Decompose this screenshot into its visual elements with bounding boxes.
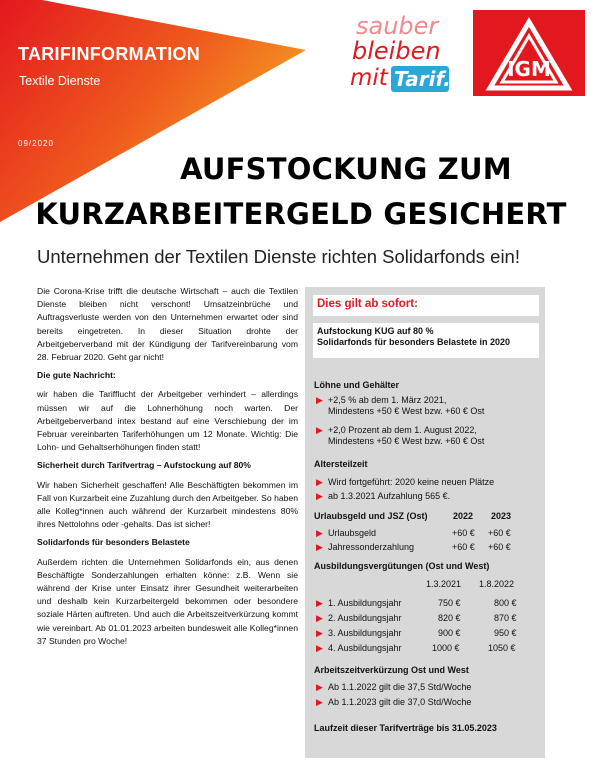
logo-word-mit: mit	[350, 65, 388, 91]
arrow-icon: ▶	[316, 425, 323, 435]
wages-title: Löhne und Gehälter	[314, 380, 400, 390]
bonus-row-2-2023: +60 €	[488, 542, 511, 552]
arrow-icon: ▶	[316, 395, 323, 405]
bonus-row-1-2022: +60 €	[452, 528, 475, 538]
header-banner	[0, 0, 310, 225]
training-row-1-a: 750 €	[438, 598, 461, 608]
article-heading-solidarity: Solidarfonds für besonders Belastete	[37, 537, 190, 548]
training-row-2-a: 820 €	[438, 613, 461, 623]
headline-line-2: KURZARBEITERGELD GESICHERT	[35, 197, 567, 231]
logo-word-sauber: sauber	[356, 12, 439, 40]
contract-term: Laufzeit dieser Tarifverträge bis 31.05.2023	[314, 723, 497, 733]
banner-title: TARIFINFORMATION	[18, 44, 201, 64]
training-row-4: ▶ 4. Ausbildungsjahr	[316, 643, 402, 653]
wage-item-2-line1: +2,0 Prozent ab dem 1. August 2022,	[328, 425, 477, 435]
bonus-row-2: ▶ Jahressonderzahlung	[316, 542, 415, 552]
article-intro: Die Corona-Krise trifft die deutsche Wirtschaft – auch die Textilen Dienste bleiben nicht verschont! Umsatzeinbrüche und Auftragsverluste werden von den Unternehmen erwartet oder sind bereits eingetreten. In dieser Situation drohte der Arbeitgeberverband mit der Kündigung der Tarifvereinbarung vom 28. Februar 2020. Geht gar nicht!	[37, 286, 298, 363]
logo-word-tarif: Tarif.	[394, 67, 451, 91]
arrow-icon: ▶	[316, 682, 323, 692]
banner-subtitle: Textile Dienste	[19, 74, 101, 88]
pension-item-2: ▶ ab 1.3.2021 Aufzahlung 565 €.	[316, 491, 451, 501]
training-date-1: 1.3.2021	[426, 579, 462, 589]
headline-line-1: AUFSTOCKUNG ZUM	[180, 152, 512, 186]
issue-number: 09/2020	[18, 139, 54, 148]
wage-item-2	[316, 425, 484, 447]
wage-item-1-line2: Mindestens +50 € West bzw. +60 € Ost	[328, 406, 485, 416]
bonus-title: Urlaubsgeld und JSZ (Ost)	[314, 511, 428, 521]
igm-logo	[473, 10, 585, 96]
sauber-bleiben-logo	[344, 8, 460, 96]
summary-box-header: Dies gilt ab sofort:	[313, 295, 539, 316]
arrow-icon: ▶	[316, 643, 323, 653]
training-row-1: ▶ 1. Ausbildungsjahr	[316, 598, 402, 608]
banner-triangle	[0, 0, 310, 225]
pension-title: Altersteilzeit	[314, 459, 368, 469]
wage-item-1-line1: +2,5 % ab dem 1. März 2021,	[328, 395, 447, 405]
summary-lead-1: Aufstockung KUG auf 80 %	[317, 326, 434, 336]
article-paragraph-1: wir haben die Tarifflucht der Arbeitgeber verhindert – allerdings müssen wir auf die Lohnerhöhung noch warten. Der Arbeitgeberverband intex bestand auf eine Verschiebung der im Februar vereinbarten Tariferhöhungen um 12 Monate. Wichtig: Die Lohn- und Gehaltserhöhungen finden statt!	[37, 389, 298, 453]
arrow-icon: ▶	[316, 491, 323, 501]
bonus-row-2-2022: +60 €	[452, 542, 475, 552]
arrow-icon: ▶	[316, 613, 323, 623]
training-row-3-b: 950 €	[494, 628, 517, 638]
bonus-year-2022: 2022	[453, 511, 474, 521]
training-row-4-b: 1050 €	[488, 643, 516, 653]
article-heading-security: Sicherheit durch Tarifvertrag – Aufstockung auf 80%	[37, 460, 251, 471]
arrow-icon: ▶	[316, 697, 323, 707]
subheadline: Unternehmen der Textilen Dienste richten Solidarfonds ein!	[37, 246, 520, 267]
summary-lead	[313, 323, 539, 358]
bonus-row-1: ▶ Urlaubsgeld	[316, 528, 377, 538]
pension-item-1: ▶ Wird fortgeführt: 2020 keine neuen Plätze	[316, 477, 495, 487]
training-row-3: ▶ 3. Ausbildungsjahr	[316, 628, 402, 638]
wage-item-1	[316, 395, 484, 417]
training-row-4-a: 1000 €	[432, 643, 460, 653]
article-heading-good-news: Die gute Nachricht:	[37, 370, 116, 381]
hours-item-1: ▶ Ab 1.1.2022 gilt die 37,5 Std/Woche	[316, 682, 472, 692]
igm-letters: IGM	[507, 57, 551, 81]
training-title: Ausbildungsvergütungen (Ost und West)	[314, 561, 490, 571]
arrow-icon: ▶	[316, 528, 323, 538]
training-row-1-b: 800 €	[494, 598, 517, 608]
bonus-row-1-2023: +60 €	[488, 528, 511, 538]
article-column	[37, 285, 298, 651]
summary-lead-2: Solidarfonds für besonders Belastete in 2020	[317, 337, 511, 347]
hours-title: Arbeitszeitverkürzung Ost und West	[314, 665, 469, 675]
training-row-2: ▶ 2. Ausbildungsjahr	[316, 613, 402, 623]
logo-word-bleiben: bleiben	[352, 37, 441, 65]
article-paragraph-3: Außerdem richten die Unternehmen Solidarfonds ein, aus denen Beschäftigte Sonderzahlungen erhalten könne: z.B. Wenn sie während der Krise unter Einsatz ihrer Gesundheit weiterarbeiten und deshalb kein Kurzarbeitergeld bekommen oder besondere soziale Härten auftreten. Und auch die Arbeitszeitverkürzung kommt wie vereinbart. Ab 01.01.2023 arbeiten bundesweit alle Kolleg*innen 37 Stunden pro Woche!	[37, 556, 298, 646]
arrow-icon: ▶	[316, 542, 323, 552]
bonus-year-2023: 2023	[491, 511, 512, 521]
hours-item-2: ▶ Ab 1.1.2023 gilt die 37,0 Std/Woche	[316, 697, 472, 707]
article-paragraph-2: Wir haben Sicherheit geschaffen! Alle Beschäftigten bekommen im Fall von Kurzarbeit eine Zuzahlung durch den Arbeitgeber. So haben alle Kolleg*innen auch während der Kurzarbeit mindestens 80% ihres Nettolohns oder -gehalts. Das ist sicher!	[37, 479, 298, 530]
training-row-2-b: 870 €	[494, 613, 517, 623]
wage-item-2-line2: Mindestens +50 € West bzw. +60 € Ost	[328, 436, 485, 446]
arrow-icon: ▶	[316, 598, 323, 608]
arrow-icon: ▶	[316, 477, 323, 487]
arrow-icon: ▶	[316, 628, 323, 638]
training-row-3-a: 900 €	[438, 628, 461, 638]
summary-box	[305, 287, 545, 758]
training-date-2: 1.8.2022	[479, 579, 515, 589]
